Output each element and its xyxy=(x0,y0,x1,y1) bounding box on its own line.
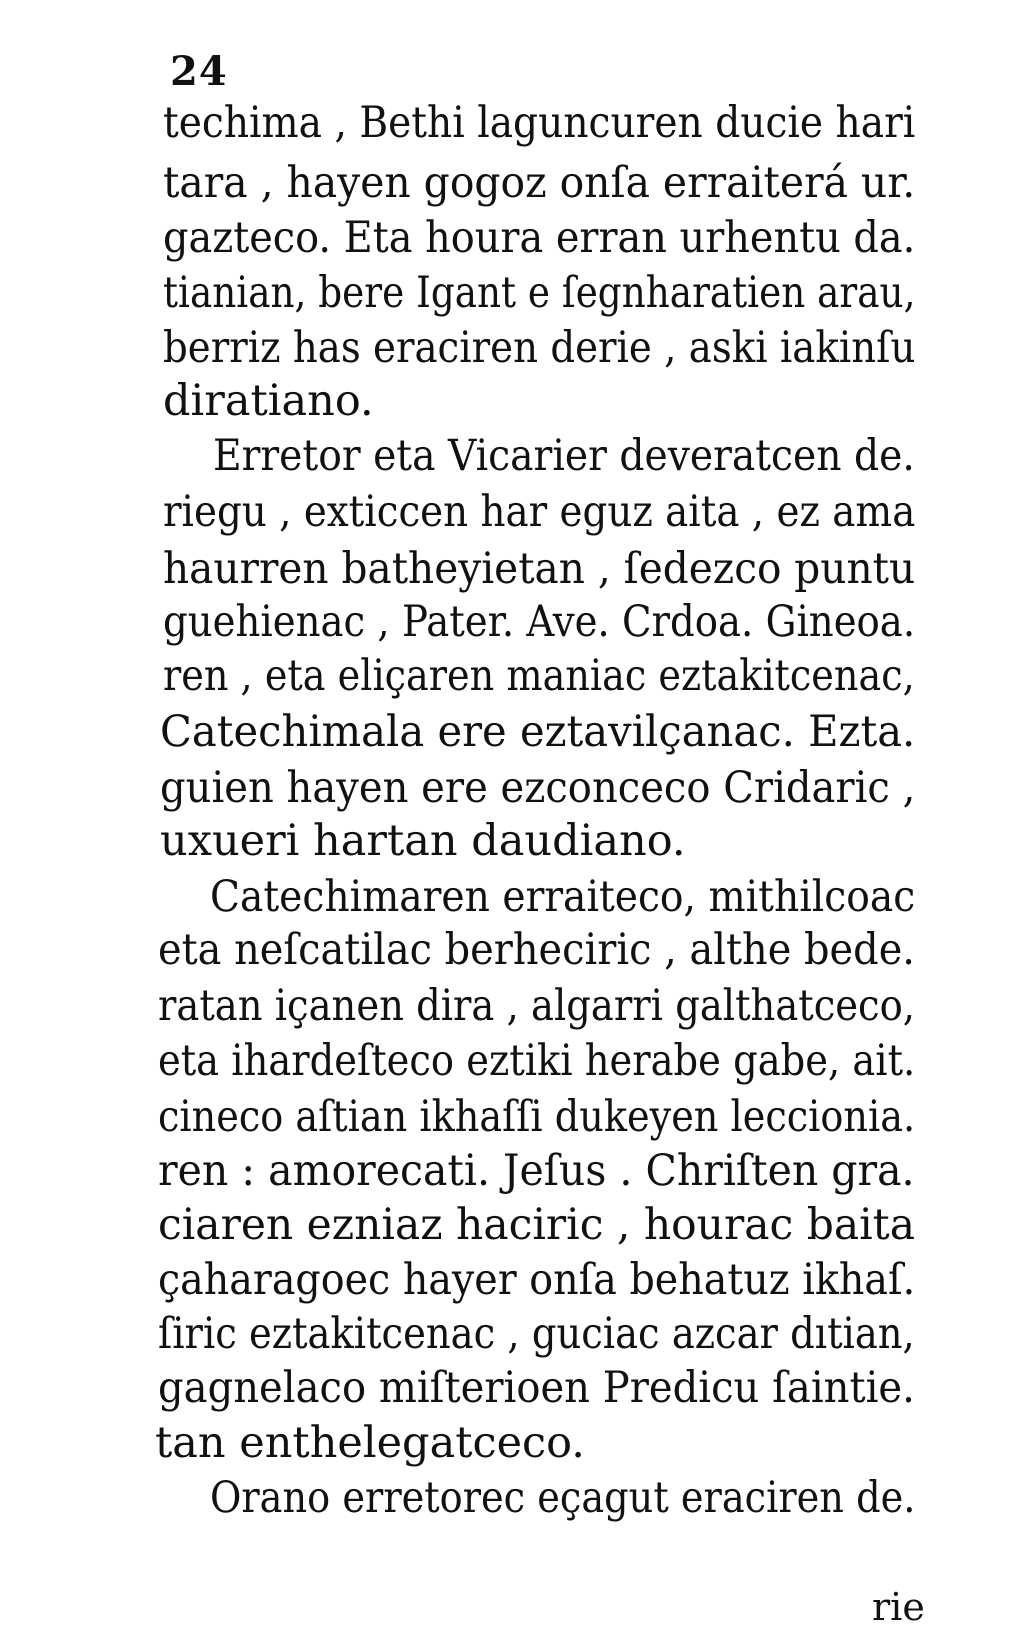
text-line: tara , hayen gogoz onſa erraiterá ur. xyxy=(163,158,916,208)
text-line: eta ihardeſteco eztiki herabe gabe, ait. xyxy=(158,1036,916,1086)
text-line: gagnelaco miſterioen Predicu ſaintie. xyxy=(158,1363,915,1413)
text-line: berriz has eraciren derie , aski iakinſu xyxy=(163,323,916,373)
text-line: Erretor eta Vicarier deveratcen de. xyxy=(213,431,915,481)
text-line: riegu , exticcen har eguz aita , ez ama xyxy=(163,487,916,537)
text-line: eta neſcatilac berheciric , althe bede. xyxy=(158,925,915,975)
text-line: Catechimaren erraiteco, mithilcoac xyxy=(210,872,916,922)
text-line: gazteco. Eta houra erran urhentu da. xyxy=(163,213,916,263)
text-line: guehienac , Pater. Ave. Crdoa. Gineoa. xyxy=(163,597,916,647)
text-line: Catechimala ere eztavilçanac. Ezta. xyxy=(160,707,916,757)
text-line: diratiano. xyxy=(163,376,374,426)
text-line: tan enthelegatceco. xyxy=(155,1418,585,1468)
text-line: ren , eta eliçaren maniac eztakitcenac, xyxy=(163,651,915,701)
text-line: guien hayen ere ezconceco Cridaric , xyxy=(160,763,916,813)
text-line: techima , Bethi laguncuren ducie hari xyxy=(163,98,916,148)
page-number: 24 xyxy=(170,48,228,95)
text-line: ſiric eztakitcenac , guciac azcar dıtian, xyxy=(158,1309,915,1359)
text-line: ratan içanen dira , algarri galthatceco, xyxy=(158,981,915,1031)
catchword: rie xyxy=(872,1585,925,1629)
text-line: ren : amorecati. Jeſus . Chriſten gra. xyxy=(158,1146,915,1196)
text-line: uxueri hartan daudiano. xyxy=(160,816,686,866)
text-line: ciaren ezniaz haciric , hourac baita xyxy=(158,1200,915,1250)
text-line: tianian, bere Igant e ſegnharatien arau, xyxy=(163,268,916,318)
text-line: cineco aſtian ikhaſſi dukeyen leccionia. xyxy=(158,1092,916,1142)
text-line: haurren batheyietan , ſedezco puntu xyxy=(163,544,916,594)
text-line: çaharagoec hayer onſa behatuz ikhaſ. xyxy=(158,1255,916,1305)
text-line: Orano erretorec eçagut eraciren de. xyxy=(210,1473,916,1523)
